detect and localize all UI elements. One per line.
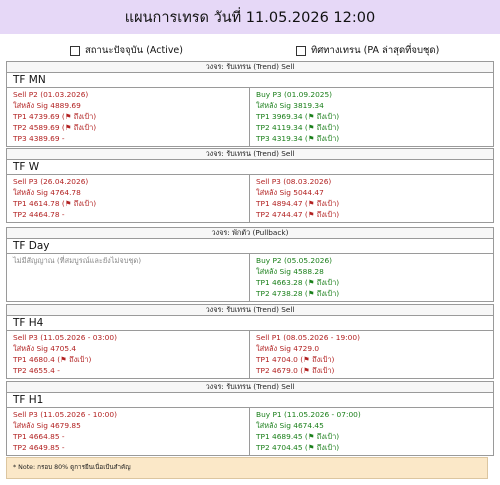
signal-line: TP2 4649.85 - xyxy=(13,442,65,452)
column-headers xyxy=(0,43,500,57)
signal-line: ใส่หลัง Sig 3819.34 xyxy=(256,100,324,110)
signal-line: TP1 4689.45 (⚑ ถึงเป้า) xyxy=(256,431,340,441)
panel-body xyxy=(7,175,493,222)
signal-line: ใส่หลัง Sig 4588.28 xyxy=(256,266,324,276)
footnote-text: * Note: กรอบ 80% ดูการยืนเนื่อเป้นสำคัญ xyxy=(13,464,131,471)
signal-line: Sell P3 (11.05.2026 - 10:00) xyxy=(13,410,117,419)
signal-line: Sell P2 (01.03.2026) xyxy=(13,90,89,99)
trend-direction-column xyxy=(250,254,493,301)
timeframe-title: TF H4 xyxy=(7,316,493,331)
signal-line: ไม่มีสัญญาณ (ที่สมบูรณ์และยังไม่จบชุด) xyxy=(13,256,142,265)
trend-direction-column xyxy=(250,88,493,146)
signal-line: ใส่หลัง Sig 4679.85 xyxy=(13,420,81,430)
checkbox-icon[interactable] xyxy=(296,46,306,56)
signal-line: TP3 4389.69 - xyxy=(13,133,65,143)
signal-line: Buy P1 (11.05.2026 - 07:00) xyxy=(256,410,361,419)
cycle-subtitle: วงจร: พักตัว (Pullback) xyxy=(7,228,493,239)
signal-line: TP2 4744.47 (⚑ ถึงเป้า) xyxy=(256,209,340,219)
trend-direction-column xyxy=(250,331,493,378)
panel-tf-h4 xyxy=(6,304,494,379)
panel-tf-day xyxy=(6,227,494,302)
signal-line: ใส่หลัง Sig 4889.69 xyxy=(13,100,81,110)
panel-body xyxy=(7,254,493,301)
signal-line: TP1 4680.4 (⚑ ถึงเป้า) xyxy=(13,354,92,364)
signal-line: Sell P3 (11.05.2026 - 03:00) xyxy=(13,333,117,342)
cycle-subtitle: วงจร: รับเทรน (Trend) Sell xyxy=(7,305,493,316)
timeframe-title: TF Day xyxy=(7,239,493,254)
signal-line: ใส่หลัง Sig 4705.4 xyxy=(13,343,77,353)
signal-line: TP1 4704.0 (⚑ ถึงเป้า) xyxy=(256,354,335,364)
trend-direction-column xyxy=(250,175,493,222)
signal-line: Sell P3 (08.03.2026) xyxy=(256,177,332,186)
signal-line: Buy P2 (05.05.2026) xyxy=(256,256,333,265)
signal-line: TP2 4738.28 (⚑ ถึงเป้า) xyxy=(256,288,340,298)
active-status-column xyxy=(7,408,250,455)
active-status-column xyxy=(7,331,250,378)
signal-line: ใส่หลัง Sig 4674.45 xyxy=(256,420,324,430)
signal-line: ใส่หลัง Sig 4729.0 xyxy=(256,343,320,353)
panel-tf-h1 xyxy=(6,381,494,456)
cycle-subtitle: วงจร: รับเทรน (Trend) Sell xyxy=(7,149,493,160)
signal-line: TP2 4464.78 - xyxy=(13,209,65,219)
active-status-label: สถานะปัจจุบัน (Active) xyxy=(85,45,183,56)
page-title: แผนการเทรด วันที่ 11.05.2026 12:00 xyxy=(124,9,376,26)
signal-line: TP1 4664.85 - xyxy=(13,431,65,441)
signal-line: Sell P1 (08.05.2026 - 19:00) xyxy=(256,333,360,342)
panel-body xyxy=(7,408,493,455)
active-status-column xyxy=(7,254,250,301)
page-header xyxy=(0,0,500,34)
cycle-subtitle: วงจร: รับเทรน (Trend) Sell xyxy=(7,382,493,393)
signal-line: TP1 4663.28 (⚑ ถึงเป้า) xyxy=(256,277,340,287)
signal-line: ใส่หลัง Sig 5044.47 xyxy=(256,187,324,197)
signal-line: ใส่หลัง Sig 4764.78 xyxy=(13,187,81,197)
footnote xyxy=(6,457,488,479)
signal-line: TP2 4704.45 (⚑ ถึงเป้า) xyxy=(256,442,340,452)
trend-direction-column xyxy=(250,408,493,455)
panel-body xyxy=(7,88,493,146)
signal-line: TP1 3969.34 (⚑ ถึงเป้า) xyxy=(256,111,340,121)
panel-tf-w xyxy=(6,148,494,223)
signal-line: TP2 4119.34 (⚑ ถึงเป้า) xyxy=(256,122,340,132)
checkbox-icon[interactable] xyxy=(70,46,80,56)
signal-line: Buy P3 (01.09.2025) xyxy=(256,90,333,99)
signal-line: TP1 4614.78 (⚑ ถึงเป้า) xyxy=(13,198,97,208)
timeframe-title: TF MN xyxy=(7,73,493,88)
trend-direction-label: ทิศทางเทรน (PA ล่าสุดที่จบชุด) xyxy=(311,45,440,56)
timeframe-title: TF H1 xyxy=(7,393,493,408)
panel-tf-mn xyxy=(6,61,494,147)
signal-line: TP2 4655.4 - xyxy=(13,365,60,375)
cycle-subtitle: วงจร: รับเทรน (Trend) Sell xyxy=(7,62,493,73)
timeframe-title: TF W xyxy=(7,160,493,175)
signal-line: TP1 4739.69 (⚑ ถึงเป้า) xyxy=(13,111,97,121)
active-status-column xyxy=(7,88,250,146)
signal-line: Sell P3 (26.04.2026) xyxy=(13,177,89,186)
signal-line: TP1 4894.47 (⚑ ถึงเป้า) xyxy=(256,198,340,208)
active-status-header xyxy=(70,43,183,58)
signal-line: TP2 4589.69 (⚑ ถึงเป้า) xyxy=(13,122,97,132)
signal-line: TP2 4679.0 (⚑ ถึงเป้า) xyxy=(256,365,335,375)
active-status-column xyxy=(7,175,250,222)
panel-body xyxy=(7,331,493,378)
trend-direction-header xyxy=(296,43,439,58)
signal-line: TP3 4319.34 (⚑ ถึงเป้า) xyxy=(256,133,340,143)
